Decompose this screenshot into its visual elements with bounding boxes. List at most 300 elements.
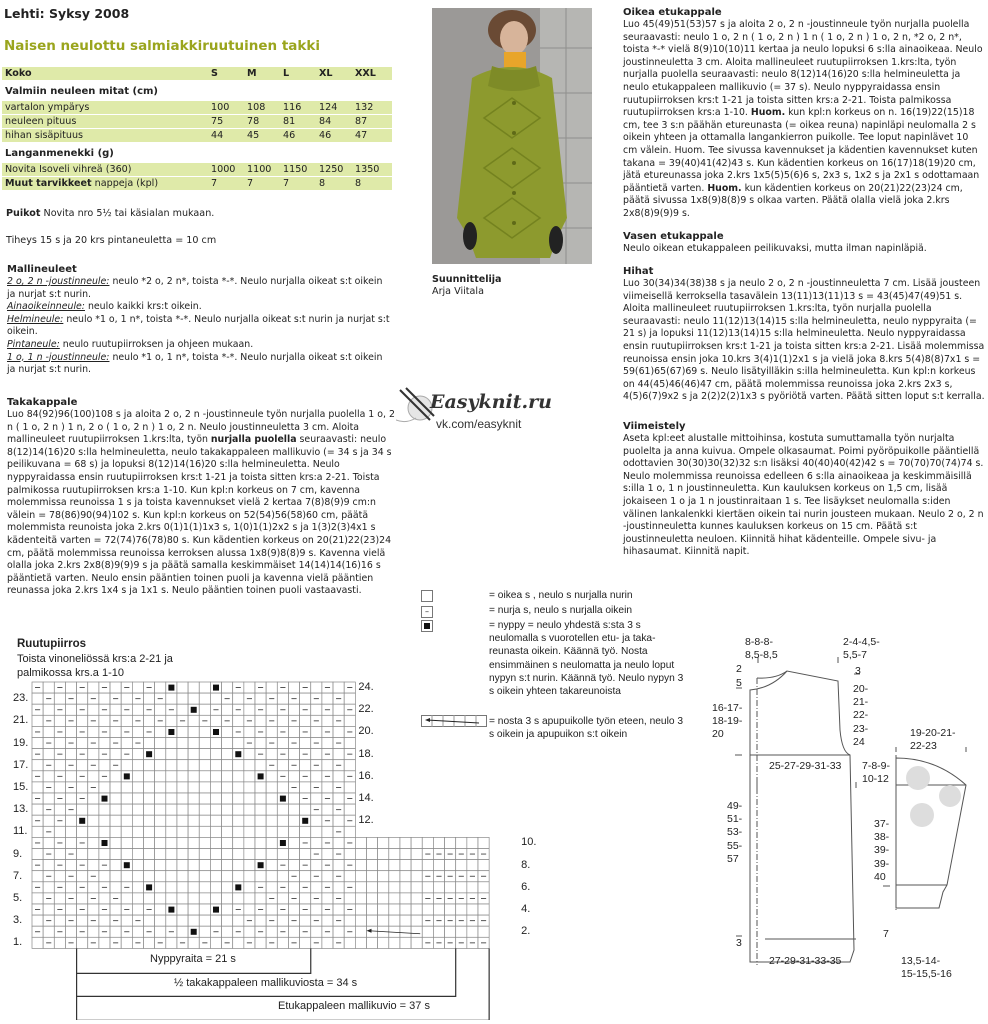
chart-cell [177,893,188,904]
chart-cell [199,738,210,749]
chart-cell [433,926,444,937]
chart-cell [422,837,433,848]
chart-cell [233,937,244,948]
right-front-section [623,6,985,221]
chart-cell [411,926,422,937]
chart-cell [433,904,444,915]
chart-cell [344,715,355,726]
neck-curve [757,671,787,678]
chart-cell [210,771,221,782]
chart-cell [32,915,43,926]
chart-cell [255,760,266,771]
chart-cell [54,893,65,904]
chart-cell [88,926,99,937]
chart-cell [54,693,65,704]
watermark-url[interactable]: vk.com/easyknit [436,417,522,431]
stitch-definition [7,301,392,314]
row-number-left: 17. [13,758,29,771]
chart-cell [144,915,155,926]
chart-cell [43,926,54,937]
legend-item-text: = nosta 3 s apupuikolle työn eteen, neulo 3 s oikein ja apupuikon s:t oikein [489,716,683,741]
chart-cell [233,837,244,848]
finishing-section [623,420,985,559]
chart-cell [177,682,188,693]
chart-cell [411,937,422,948]
chart-cell [322,893,333,904]
chart-cell [244,782,255,793]
chart-cell [177,749,188,760]
table-cell: 46 [316,129,352,142]
chart-cell [177,693,188,704]
label-line: 8,5-8,5 [745,649,778,662]
chart-cell [155,804,166,815]
chart-cell [132,771,143,782]
chart-cell [65,682,76,693]
chart-cell [210,882,221,893]
chart-cell [199,893,210,904]
chart-cell [43,793,54,804]
label-line: 5,5-7 [843,649,867,662]
chart-cell [322,826,333,837]
chart-cell [144,715,155,726]
bobble-mark [191,707,197,713]
chart-cell [155,882,166,893]
chart-cell [266,849,277,860]
chart-cell [244,882,255,893]
chart-cell [177,760,188,771]
chart-cell [255,937,266,948]
chart-cell [155,926,166,937]
sleeve-top-label [910,727,956,753]
chart-cell [166,915,177,926]
stitch-definition [7,339,392,352]
chart-cell [378,937,389,948]
chart-cell [166,782,177,793]
chart-cell [65,860,76,871]
row-number-right: 18. [358,747,374,760]
chart-cell [255,738,266,749]
bobble-mark [213,907,219,913]
table-cell: 45 [244,129,280,142]
header-cell: L [280,67,316,80]
chart-cell [300,937,311,948]
label-line: 49- [727,800,743,812]
chart-cell [188,749,199,760]
chart-cell [166,793,177,804]
chart-cell [445,926,456,937]
chart-cell [65,793,76,804]
chart-cell [210,782,221,793]
label-line: 40 [874,870,886,883]
label-line: 55- [727,839,743,852]
chart-cell [88,826,99,837]
chart-cell [110,849,121,860]
chart-cell [77,871,88,882]
table-cell: hihan sisäpituus [2,129,208,142]
table-cell: 7 [244,177,280,190]
back-text [7,409,395,598]
chart-cell [277,871,288,882]
bracket-label-front: Etukappaleen mallikuvio = 37 s [274,1000,434,1012]
chart-cell [188,860,199,871]
chart-cell [110,815,121,826]
chart-cell [155,760,166,771]
chart-cell [88,749,99,760]
chart-cell [177,704,188,715]
chart-cell [54,849,65,860]
row-number-left: 19. [13,736,29,749]
chart-cell [77,782,88,793]
chart-cell [266,837,277,848]
chart-cell [355,893,366,904]
chart-cell [65,882,76,893]
chart-cell [199,760,210,771]
chart-cell [288,882,299,893]
chart-cell [333,837,344,848]
neck-depth-label: 5 [736,677,742,689]
other-label: Muut tarvikkeet [5,178,92,189]
chart-cell [121,826,132,837]
chart-cell [88,726,99,737]
chart-cell [233,871,244,882]
legend-dash-icon: – [421,606,433,618]
chart-cell [422,860,433,871]
legend-item-text: = nurja s, neulo s nurjalla oikein [489,605,632,616]
chart-cell [54,715,65,726]
chart-cell [210,937,221,948]
chart-cell [311,726,322,737]
chart-cell [166,760,177,771]
chart-cell [166,837,177,848]
chart-cell [277,804,288,815]
label-line: 19-20-21- [910,727,956,739]
back-section [7,396,395,598]
chart-cell [144,782,155,793]
chart-cell [400,915,411,926]
label-line: 10-12 [862,773,889,786]
chart-cell [88,682,99,693]
chart-cell [389,837,400,848]
chart-cell [155,849,166,860]
chart-cell [99,782,110,793]
size-table-header [2,67,392,80]
chart-cell [199,826,210,837]
designer-name: Arja Viitala [432,286,484,297]
chart-cell [255,871,266,882]
chart-cell [99,893,110,904]
rib-height-label: 3 [736,937,742,949]
label-line: 39- [874,857,890,870]
knitting-chart [0,670,520,1020]
chart-cell [110,871,121,882]
table-cell: 7 [208,177,244,190]
chart-cell [445,860,456,871]
table-cell: 87 [352,115,392,128]
table-cell: 1100 [244,163,280,176]
chart-cell [400,893,411,904]
chart-cell [266,860,277,871]
row-number-right: 24. [358,681,374,693]
chart-cell [456,904,467,915]
chart-cell [344,782,355,793]
row-number-left: 15. [13,780,29,793]
stitch-term: Ainaoikeinneule: [7,301,85,313]
chart-cell [121,738,132,749]
chart-cell [54,915,65,926]
chart-cell [389,882,400,893]
chart-cell [177,849,188,860]
row-number-left: 11. [13,825,28,838]
chart-cell [277,738,288,749]
bracket-label-bobble: Nyppyraita = 21 s [146,953,240,965]
bobble-mark [191,929,197,935]
chart-cell [188,915,199,926]
stitch-text: neulo *1 o, 1 n*, toista *-*. Neulo nurjalla oikeat s:t nurin ja nurjat s:t oikein. [7,313,390,338]
label-line: 24 [853,735,865,748]
chart-cell [188,882,199,893]
chart-cell [110,860,121,871]
chart-cell [65,726,76,737]
table-cell: 75 [208,115,244,128]
chart-cell [43,904,54,915]
chart-cell [266,926,277,937]
chart-cell [222,749,233,760]
chart-cell [155,815,166,826]
chart-cell [144,793,155,804]
chart-cell [288,749,299,760]
chart-cell [177,726,188,737]
bobble-mark [235,751,241,757]
chart-cell [199,793,210,804]
chart-cell [155,915,166,926]
bobble-mark [79,818,85,824]
chart-cell [433,860,444,871]
legend-item-text: = oikea s , neulo s nurjalla nurin [489,590,633,601]
chart-cell [233,826,244,837]
chart-cell [411,849,422,860]
chart-cell [222,782,233,793]
chart-cell [199,815,210,826]
chart-cell [222,826,233,837]
shoulder-width-label [745,636,778,662]
chart-cell [177,860,188,871]
chart-cell [99,804,110,815]
label-line: 7-8-9- [862,760,891,772]
chart-cell [355,926,366,937]
gauge-note: Tiheys 15 s ja 20 krs pintaneuletta = 10 cm [6,235,217,246]
chart-cell [300,849,311,860]
chart-cell [132,782,143,793]
chart-cell [222,915,233,926]
chart-cell [188,782,199,793]
bobble-mark [102,796,108,802]
chart-cell [43,749,54,760]
chart-cell [389,849,400,860]
section-heading: Langanmenekki (g) [2,143,392,162]
stitch-text: neulo *1 o, 1 n*, toista *-*. Neulo nurjalla oikeat s:t oikein ja nurjat s:t nurin. [7,351,383,376]
row-number-right: 16. [358,769,374,782]
chart-cell [411,915,422,926]
chart-cell [288,904,299,915]
armhole-label [712,702,742,742]
table-row [2,163,392,176]
chart-cell [367,904,378,915]
chart-cell [288,804,299,815]
chart-cell [65,749,76,760]
chart-cell [210,837,221,848]
chart-cell [54,760,65,771]
row-number-right: 14. [358,792,374,804]
chart-cell [188,682,199,693]
chart-cell [210,715,221,726]
chart-cell [311,704,322,715]
chart-cell [99,693,110,704]
right-front-text-a: Luo 45(49)51(53)57 s ja aloita 2 o, 2 n -joustinneule työn nurjalla puolella seuraavasti: neulo 1 o, 2 n ( 1 o, 2 n ) 1 n ( 1 o, 2 n ) 1 o, 2 n, *2 o, 2 n*, toista *-* vielä 8(9)10(10)11 kertaa ja neulo lopuksi 6 s:lla ainaoikeaa. Neulo joustinneuletta 3 cm. Aloita mallineuleet ruutupiirroksen 1.krs:lta, työn nurjalla puolella seuraavasti: neulo 8(12)14(16)20 s:lla helmineuletta ja neulo etukappaleen mallikuvio (= 37 s). Neulo nyppyraidassa ensin ruutupiirroksen krs:t 1-21 ja toista sitten krs:a 2-21. Toista palmikossa ruutupiirroksen krs:a 1-10. [623,19,983,119]
chart-cell [110,837,121,848]
chart-cell [144,804,155,815]
chart-cell [411,860,422,871]
chart-cell [99,937,110,948]
chart-cell [411,882,422,893]
label-line: 21- [853,696,869,709]
back-heading: Takakappale [7,397,78,408]
label-line: 57 [727,852,739,865]
chart-cell [210,893,221,904]
chart-cell [32,760,43,771]
chart-cell [288,860,299,871]
chart-cell [155,860,166,871]
body-length-label [727,800,742,866]
row-number-left: 3. [13,914,23,927]
chart-cell [378,860,389,871]
sleeves-heading: Hihat [623,266,654,277]
stitch-text: neulo kaikki krs:t oikein. [84,301,202,313]
chart-cell [266,749,277,760]
table-row [2,129,392,142]
chart-cell [199,749,210,760]
label-line: 18-19- [712,715,743,728]
chart-cell [288,682,299,693]
chart-cell [311,837,322,848]
chart-cell [344,893,355,904]
chart-cell [445,837,456,848]
chart-cell [77,738,88,749]
chart-cell [233,771,244,782]
chart-cell [300,915,311,926]
chart-cell [199,726,210,737]
chart-cell [88,804,99,815]
chart-cell [233,893,244,904]
cuff-height-label: 7 [883,928,889,940]
chart-cell [311,904,322,915]
chart-cell [445,882,456,893]
chart-cell [166,882,177,893]
chart-cell [199,926,210,937]
chart-cell [110,882,121,893]
bobble-mark [168,729,174,735]
chart-cell [322,693,333,704]
chart-cell [77,937,88,948]
chart-cell [132,815,143,826]
chart-cell [255,804,266,815]
chart-cell [188,893,199,904]
chart-cell [110,749,121,760]
chart-cell [300,893,311,904]
chart-cell [233,860,244,871]
chart-cell [210,749,221,760]
chart-cell [65,926,76,937]
chart-cell [355,915,366,926]
chart-cell [199,693,210,704]
chart-cell [233,693,244,704]
chart-cell [478,904,489,915]
chart-cell [255,693,266,704]
chart-cell [77,849,88,860]
chart-cell [188,726,199,737]
table-cell: 7 [280,177,316,190]
chart-cell [222,926,233,937]
shoulder-drop-label: 3 [855,665,861,677]
chart-cell [88,704,99,715]
chart-cell [110,726,121,737]
chart-cell [322,871,333,882]
bobble-mark [102,840,108,846]
chart-cell [233,915,244,926]
chart-cell [54,804,65,815]
chart-cell [132,826,143,837]
bobble-mark [213,685,219,691]
chart-cell [222,837,233,848]
chart-cell [322,738,333,749]
chart-cell [43,882,54,893]
stitch-term: Pintaneule: [7,338,60,350]
row-number-right: 22. [358,703,374,716]
chart-cell [188,937,199,948]
chart-cell [400,937,411,948]
chart-cell [210,738,221,749]
chart-cell [210,815,221,826]
chart-cell [422,926,433,937]
table-cell: 132 [352,101,392,114]
chart-cell [199,915,210,926]
chart-cell [300,760,311,771]
stitches-section [7,263,392,377]
chart-cell [222,682,233,693]
chart-cell [222,893,233,904]
chart-cell [389,915,400,926]
chart-cell [333,815,344,826]
chart-cell [32,871,43,882]
chart-cell [367,860,378,871]
chart-cell [155,871,166,882]
chart-cell [311,793,322,804]
chart-cell [400,882,411,893]
chart-cell [288,837,299,848]
chart-cell [32,693,43,704]
header-cell: S [208,67,244,80]
chart-cell [199,849,210,860]
left-front-heading: Vasen etukappale [623,231,724,242]
neck-width-label [843,636,880,662]
row-number-right: 10. [521,836,537,849]
legend-bobble-icon [421,620,433,632]
chart-cell [177,738,188,749]
chart-cell [210,860,221,871]
chart-cell [266,704,277,715]
table-cell: neuleen pituus [2,115,208,128]
chart-cell [244,837,255,848]
chart-cell [177,826,188,837]
